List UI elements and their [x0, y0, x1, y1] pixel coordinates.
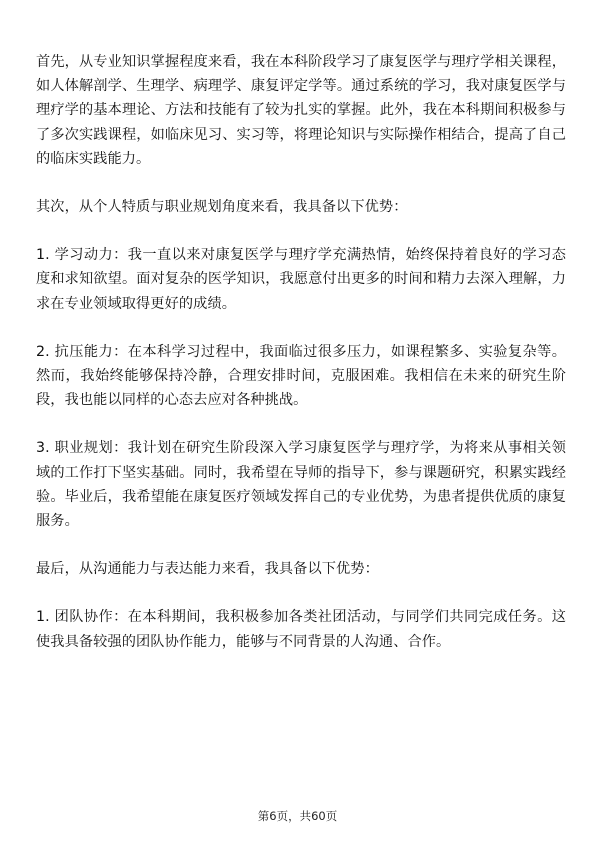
paragraph-gap [36, 219, 566, 243]
paragraph-career-planning: 3. 职业规划：我计划在研究生阶段深入学习康复医学与理疗学，为将来从事相关领域的工作打下坚实基础。同时，我希望在导师的指导下，参与课题研究，积累实践经验。毕业后，我希望能在康复医疗领域发挥自己的专业优势，为患者提供优质的康复服务。 [36, 440, 566, 530]
paragraph-gap [36, 171, 566, 195]
paragraph-communication-intro: 最后，从沟通能力与表达能力来看，我具备以下优势： [36, 561, 379, 578]
paragraph-gap [36, 581, 566, 605]
document-body [36, 50, 566, 654]
page-number: 第6页，共60页 [257, 809, 338, 823]
paragraph-gap [36, 533, 566, 557]
paragraph-learning-motivation: 1. 学习动力：我一直以来对康复医学与理疗学充满热情，始终保持着良好的学习态度和求知欲望。面对复杂的医学知识，我愿意付出更多的时间和精力去深入理解，力求在专业领域取得更好的成绩。 [36, 247, 566, 312]
paragraph-stress-resistance: 2. 抗压能力：在本科学习过程中，我面临过很多压力，如课程繁多、实验复杂等。然而，我始终能够保持冷静，合理安排时间，克服困难。我相信在未来的研究生阶段，我也能以同样的心态去应对各种挑战。 [36, 343, 566, 409]
paragraph-gap [36, 412, 566, 436]
paragraph-gap [36, 316, 566, 340]
paragraph-professional-knowledge: 首先，从专业知识掌握程度来看，我在本科阶段学习了康复医学与理疗学相关课程，如人体解剖学、生理学、病理学、康复评定学等。通过系统的学习，我对康复医学与理疗学的基本理论、方法和技能有了较为扎实的掌握。此外，我在本科期间积极参与了多次实践课程，如临床见习、实习等，将理论知识与实际操作相结合，提高了自己的临床实践能力。 [36, 54, 566, 167]
paragraph-personal-traits-intro: 其次，从个人特质与职业规划角度来看，我具备以下优势： [36, 199, 408, 216]
paragraph-teamwork: 1. 团队协作：在本科期间，我积极参加各类社团活动，与同学们共同完成任务。这使我具备较强的团队协作能力，能够与不同背景的人沟通、合作。 [36, 609, 566, 650]
